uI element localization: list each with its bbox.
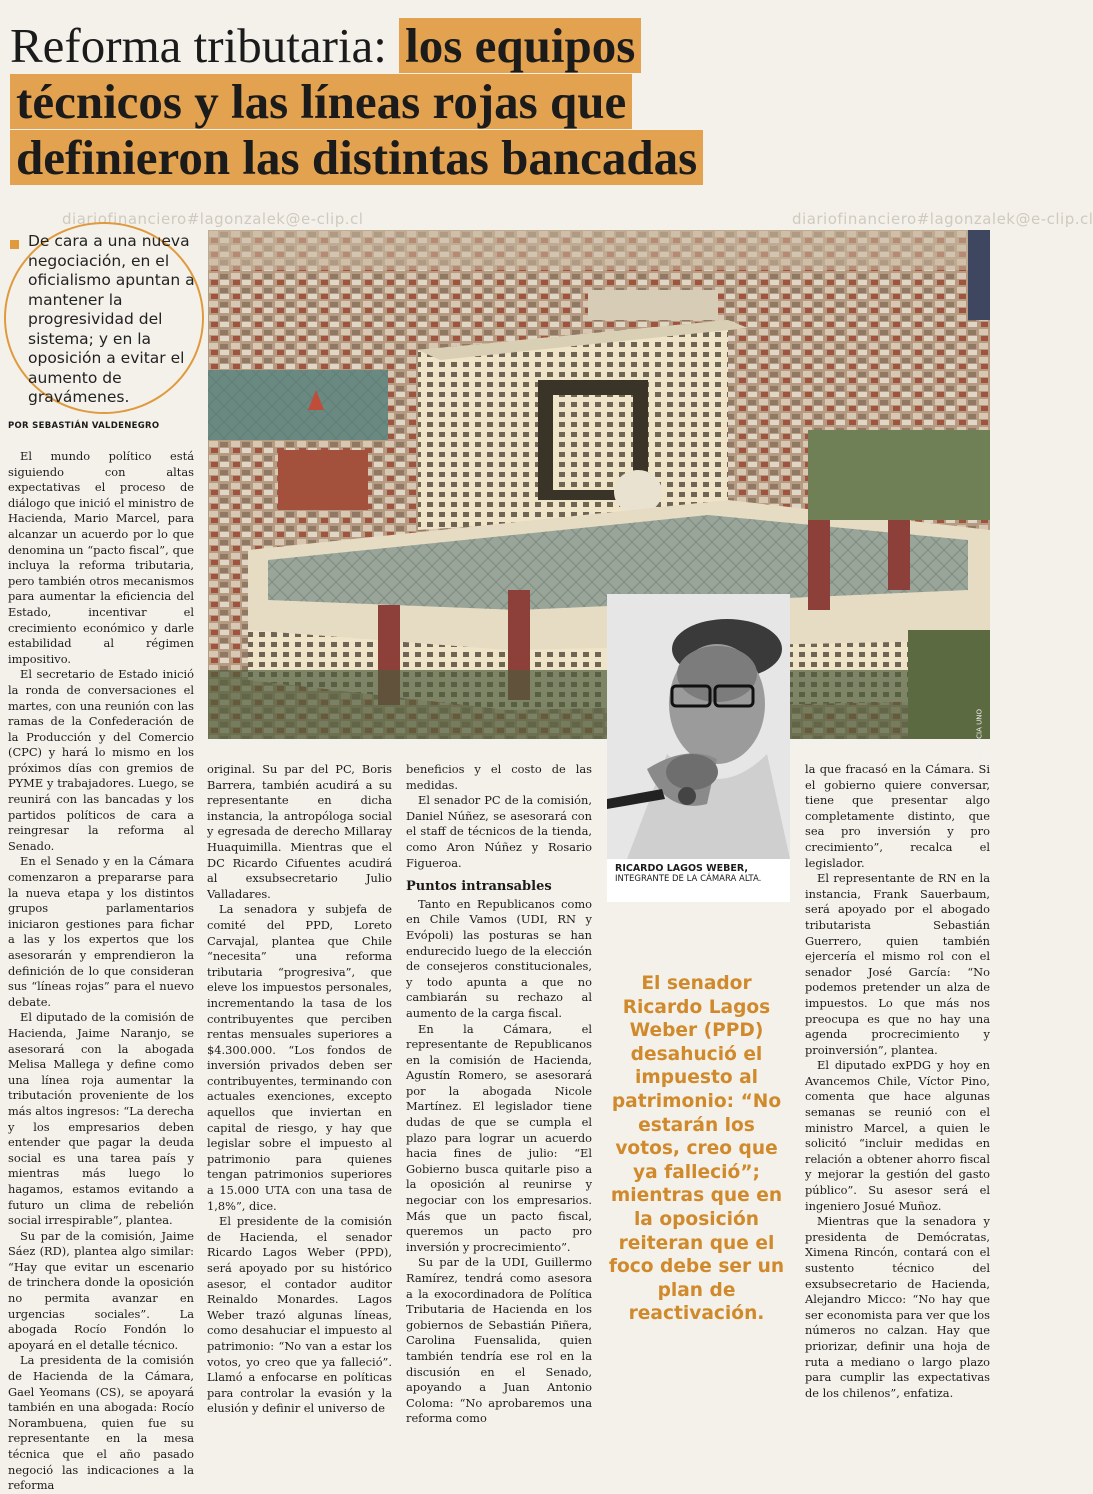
inset-portrait	[607, 594, 790, 902]
paragraph: El senador PC de la comisión, Daniel Núñez, se asesorará con el staff de técnicos de la tienda, como Aron Núñez y Rosario Figueroa.	[406, 793, 592, 870]
congress-aerial-image	[208, 230, 990, 739]
headline-highlight: definieron las distintas bancadas	[10, 130, 703, 185]
photo-credit: AGENCIA UNO	[976, 709, 984, 759]
headline-line-2	[10, 74, 990, 130]
paragraph: Su par de la comisión, Jaime Sáez (RD), plantea algo similar: “Hay que evitar un escenario de trinchera donde la oposición no permita avanzar en urgencias sociales”. La abogada Rocío Fondón lo apoyará en el detalle técnico.	[8, 1228, 194, 1352]
watermark: diariofinanciero#lagonzalek@e-clip.cl	[792, 210, 1093, 228]
lead-paragraph: De cara a una nueva negociación, en el oficialismo apuntan a mantener la progresividad del sistema; y en la oposición a evitar el aumento de gravámenes.	[28, 232, 195, 406]
headline-line-3	[10, 130, 990, 186]
paragraph: la que fracasó en la Cámara. Si el gobierno quiere conversar, tiene que presentar algo completamente distinto, que sea pro inversión y pro crecimiento”, recalca el legislador.	[805, 762, 990, 870]
paragraph: La presidenta de la comisión de Hacienda de la Cámara, Gael Yeomans (CS), se apoyará también en una abogada: Rocío Norambuena, quien fue su representante en la mesa técnica que el año pasado negoció las indicaciones a la reforma	[8, 1353, 194, 1493]
paragraph: En la Cámara, el representante de Republicanos en la comisión de Hacienda, Agustín Romero, se asesorará por la abogada Nicole Martínez. El legislador tiene dudas de que se cumpla el plazo para lograr un acuerdo hacia fines de julio: “El Gobierno busca quitarle piso a la oposición al reunirse y negociar con los empresarios. Más que un pacto fiscal, queremos un pacto pro inversión y procrecimiento”.	[406, 1021, 592, 1254]
headline-highlight: los equipos	[399, 18, 641, 73]
congress-aerial-photo	[208, 230, 990, 759]
column-4	[805, 762, 990, 1401]
column-1	[8, 449, 194, 1494]
inset-caption-role: INTEGRANTE DE LA CÁMARA ALTA.	[615, 874, 762, 884]
headline-plain: Reforma tributaria:	[10, 18, 400, 73]
watermark: diariofinanciero#lagonzalek@e-clip.cl	[62, 210, 364, 228]
bullet-square-icon	[10, 240, 19, 249]
portrait-image	[607, 594, 790, 859]
paragraph: beneficios y el costo de las medidas.	[406, 762, 592, 792]
paragraph: original. Su par del PC, Boris Barrera, también acudirá a su representante en dicha instancia, la antropóloga social y egresada de derecho Millaray Huaquimilla. Mientras que el DC Ricardo Cifuentes acudirá al exsubsecretario Julio Valladares.	[207, 762, 392, 901]
paragraph: En el Senado y en la Cámara comenzaron a prepararse para la nueva etapa y los distintos grupos parlamentarios iniciaron gestiones para fichar a las y los expertos que los asesorarán y emprendieron la definición de lo que consideran sus “líneas rojas” para el nuevo debate.	[8, 854, 194, 1009]
pull-quote: El senador Ricardo Lagos Weber (PPD) desahució el impuesto al patrimonio: “No estarán los votos, creo que ya falleció”; mientras que en la oposición reiteran que el foco debe ser un plan de reactivación.	[608, 973, 785, 1325]
paragraph: Su par de la UDI, Guillermo Ramírez, tendrá como asesora a la exocordinadora de Política Tributaria de Hacienda en los gobiernos de Sebastián Piñera, Carolina Fuensalida, quien también tendría ese rol en la discusión en el Senado, apoyando a Juan Antonio Coloma: “No aprobaremos una reforma como	[406, 1255, 592, 1426]
paragraph: Tanto en Republicanos como en Chile Vamos (UDI, RN y Evópoli) las posturas se han endurecido luego de la elección de consejeros constitucionales, y todo apunta a que no cambiarán su rechazo al aumento de la carga fiscal.	[406, 896, 592, 1020]
paragraph: El representante de RN en la instancia, Frank Sauerbaum, será apoyado por el abogado tributarista Sebastián Guerrero, quien también ejercería el mismo rol con el senador José García: “No podemos pretender un alza de impuestos. Lo que más nos preocupa es que no hay una agenda procrecimiento y proinversión”, plantea.	[805, 871, 990, 1057]
subhead: Puntos intransables	[406, 879, 552, 895]
paragraph: El diputado exPDG y hoy en Avancemos Chile, Víctor Pino, comenta que hace algunas semanas se reunió con el ministro Marcel, a quien le solicitó “incluir medidas en relación a obtener ahorro fiscal y mejorar la gestión del gasto público”. Su asesor será el ingeniero Josué Muñoz.	[805, 1058, 990, 1213]
paragraph: El secretario de Estado inició la ronda de conversaciones el martes, con una reunión con las ramas de la Confederación de la Producción y del Comercio (CPC) y hará lo mismo en los próximos días con gremios de PYME y trabajadores. Luego, se reunirá con las bancadas y los partidos políticos de cara a reingresar la reforma al Senado.	[8, 667, 194, 853]
paragraph: El mundo político está siguiendo con altas expectativas el proceso de diálogo que inició el ministro de Hacienda, Mario Marcel, para alcanzar un acuerdo por lo que denomina un “pacto fiscal”, que incluya la reforma tributaria, pero también otros mecanismos para aumentar la eficiencia del Estado, incentivar el crecimiento económico y darle estabilidad al régimen impositivo.	[8, 449, 194, 666]
headline	[10, 18, 990, 186]
headline-highlight: técnicos y las líneas rojas que	[10, 74, 632, 129]
paragraph: Mientras que la senadora y presidenta de Demócratas, Ximena Rincón, contará con el sustento técnico del exsubsecretario de Hacienda, Alejandro Micco: “No hay que ser economista para ver que los números no calzan. Hay que priorizar, definir una hoja de ruta a mediano o largo plazo para cumplir las expectativas de los chilenos”, enfatiza.	[805, 1214, 990, 1400]
paragraph: El presidente de la comisión de Hacienda, el senador Ricardo Lagos Weber (PPD), será apoyado por su histórico asesor, el contador auditor Reinaldo Monardes. Lagos Weber trazó algunas líneas, como desahuciar el impuesto al patrimonio: “No van a estar los votos, yo creo que ya falleció”. Llamó a enfocarse en políticas para controlar la evasión y la elusión y definir el universo de	[207, 1214, 392, 1416]
column-3	[406, 762, 592, 1427]
column-2	[207, 762, 392, 1417]
paragraph: El diputado de la comisión de Hacienda, Jaime Naranjo, se asesorará con la abogada Melisa Mallega y define como una línea roja aumentar la tributación proveniente de los más altos ingresos: “La derecha y los empresarios deben entender que pagar la deuda social es una tarea país y mientras más luego lo hagamos, estamos evitando a futuro un clima de rebelión social irrespirable”, plantea.	[8, 1010, 194, 1228]
headline-line-1	[10, 18, 990, 74]
paragraph: La senadora y subjefa de comité del PPD, Loreto Carvajal, plantea que Chile “necesita” una reforma tributaria “progresiva”, que eleve los impuestos personales, incrementando la tasa de los contribuyentes que perciben rentas mensuales superiores a $4.300.000. “Los fondos de inversión privados deben ser contribuyentes, terminando con actuales exenciones, excepto aquellos que inviertan en capital de riesgo, y hay que legislar sobre el impuesto al patrimonio para quienes tengan patrimonios superiores a 15.000 UTA con una tasa de 1,8%”, dice.	[207, 902, 392, 1213]
byline: POR SEBASTIÁN VALDENEGRO	[8, 421, 160, 431]
inset-caption-name: RICARDO LAGOS WEBER,	[615, 863, 748, 874]
